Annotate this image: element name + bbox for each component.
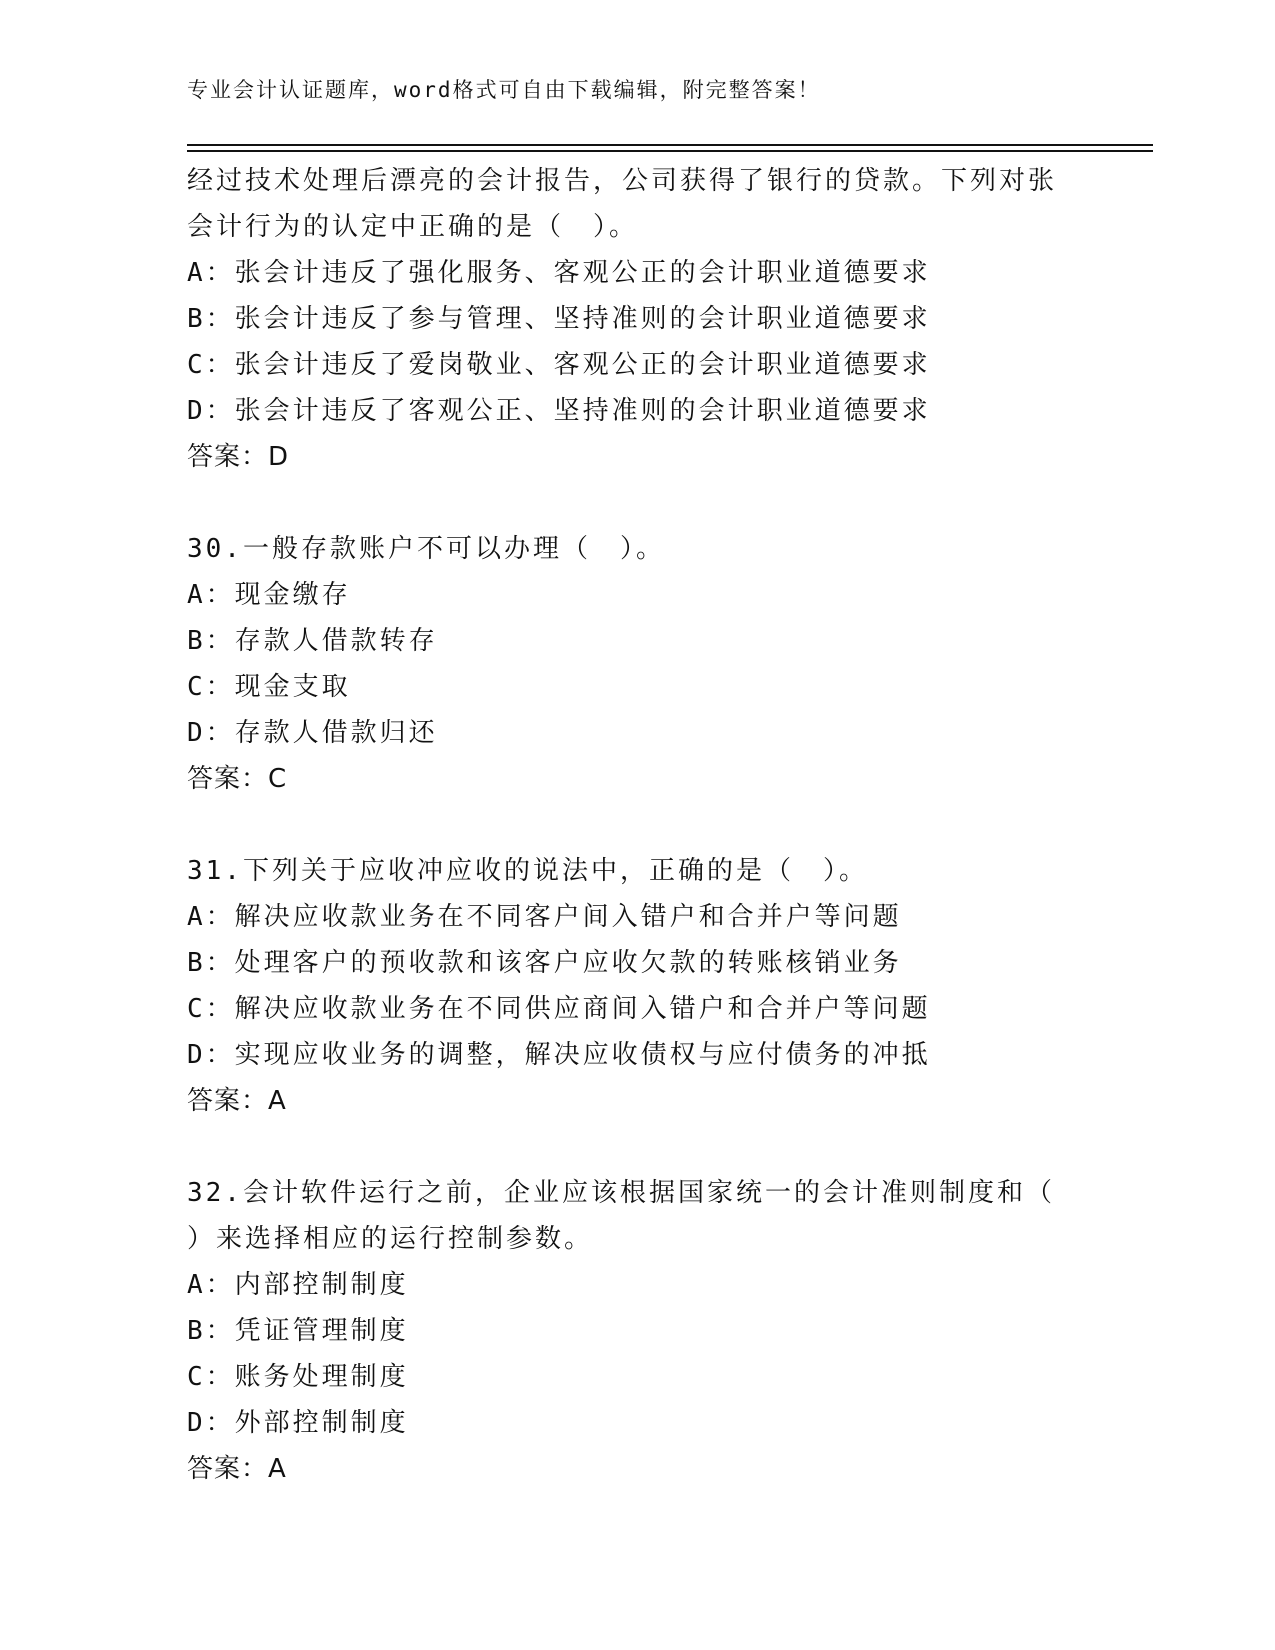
question-32 [187,1170,1087,1492]
question-stem-line: 30.一般存款账户不可以办理（ ）。 [187,534,665,564]
option-a: A：张会计违反了强化服务、客观公正的会计职业道德要求 [187,258,931,288]
question-31 [187,848,1087,1124]
option-b: B：凭证管理制度 [187,1316,409,1346]
option-c: C：张会计违反了爱岗敬业、客观公正的会计职业道德要求 [187,350,931,380]
header-rule-bottom [187,150,1153,152]
question-29 [187,158,1087,480]
option-d: D：实现应收业务的调整，解决应收债权与应付债务的冲抵 [187,1040,931,1070]
option-c: C：现金支取 [187,672,351,702]
question-stem-line: 32.会计软件运行之前，企业应该根据国家统一的会计准则制度和（ [187,1178,1055,1208]
option-b: B：存款人借款转存 [187,626,438,656]
option-d: D：张会计违反了客观公正、坚持准则的会计职业道德要求 [187,396,931,426]
question-stem-line: 会计行为的认定中正确的是（ ）。 [187,212,639,242]
option-d: D：存款人借款归还 [187,718,438,748]
header-rule-top [187,144,1153,146]
option-b: B：处理客户的预收款和该客户应收欠款的转账核销业务 [187,948,902,978]
option-a: A：现金缴存 [187,580,351,610]
answer-line: 答案：C [187,764,288,794]
answer-line: 答案：A [187,1086,287,1116]
option-b: B：张会计违反了参与管理、坚持准则的会计职业道德要求 [187,304,931,334]
question-stem-line: ）来选择相应的运行控制参数。 [187,1224,594,1254]
option-d: D：外部控制制度 [187,1408,409,1438]
option-c: C：解决应收款业务在不同供应商间入错户和合并户等问题 [187,994,931,1024]
question-stem-line: 经过技术处理后漂亮的会计报告，公司获得了银行的贷款。下列对张 [187,166,1058,196]
question-30 [187,526,1087,802]
spacer [187,1124,1087,1170]
page-header: 专业会计认证题库，word格式可自由下载编辑，附完整答案！ [187,78,821,102]
option-c: C：账务处理制度 [187,1362,409,1392]
option-a: A：内部控制制度 [187,1270,409,1300]
spacer [187,802,1087,848]
answer-line: 答案：A [187,1454,287,1484]
answer-line: 答案：D [187,442,290,472]
questions-content [187,158,1087,1492]
option-a: A：解决应收款业务在不同客户间入错户和合并户等问题 [187,902,902,932]
spacer [187,480,1087,526]
question-stem-line: 31.下列关于应收冲应收的说法中，正确的是（ ）。 [187,856,868,886]
